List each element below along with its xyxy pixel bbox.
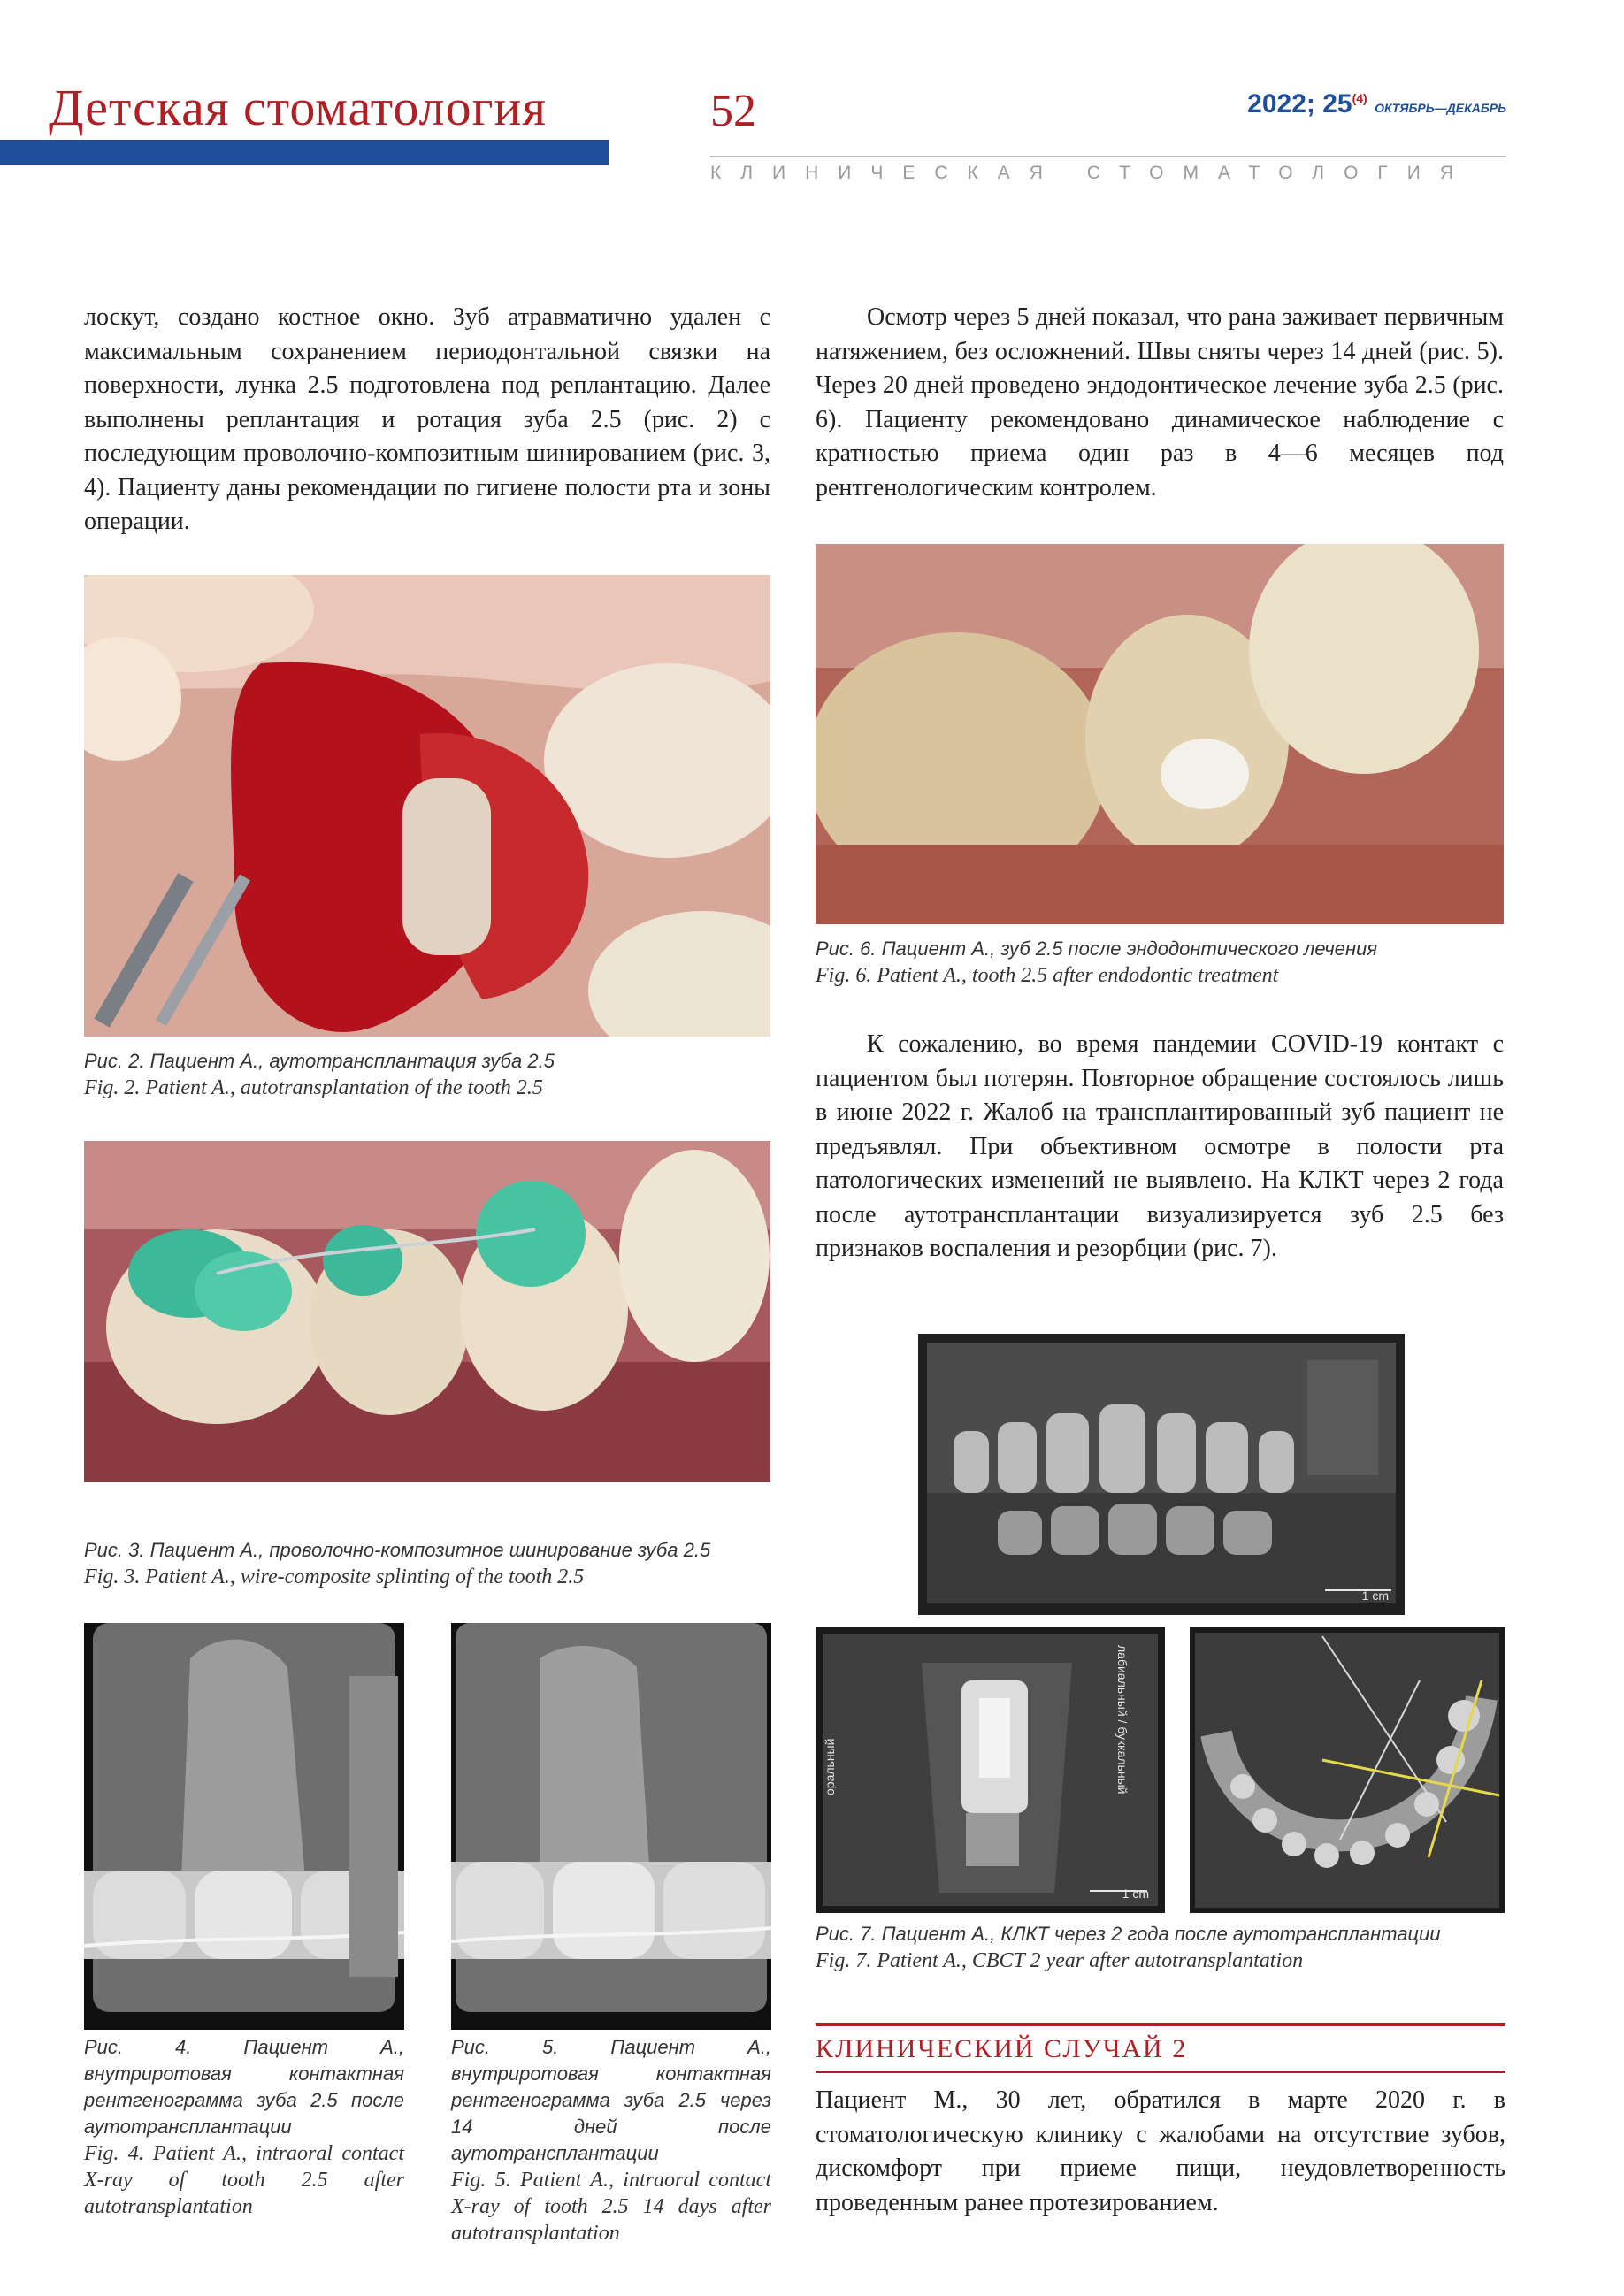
intro-paragraph: лоскут, создано костное окно. Зуб атравматично удален с максимальным сохранением периодонтальной связки на поверхности, лунка 2.5 подготовлена под реплантацию. Далее выполнены реплантация и ротация зуба 2.5 (рис. 2) с последующим проволочно-композитным шинированием (рис. 3, 4). Пациенту даны рекомендации по гигиене полости рта и зоны операции. [84,303,770,535]
journal-title-bar [0,140,609,165]
issue-months: ОКТЯБРЬ—ДЕКАБРЬ [1375,101,1506,115]
fig4-caption [84,2034,404,2220]
fig7-caption-en: Fig. 7. Patient A., CBCT 2 year after autotransplantation [816,1949,1304,1972]
fig4-caption-en: Fig. 4. Patient A., intraoral contact X-ray of tooth 2.5 after autotransplantation [84,2142,404,2218]
issue-year: 2022; [1247,89,1315,119]
fig7-cbct-panoramic [918,1334,1405,1615]
issue-info [1247,89,1506,119]
fig4-xray [84,1623,404,2030]
fig3-splinting-photo [84,1141,770,1482]
fig7-label-oral: оральный [823,1738,837,1795]
fig2-caption [84,1048,770,1101]
fig6-caption-en: Fig. 6. Patient A., tooth 2.5 after endodontic treatment [816,964,1279,987]
fig5-caption-ru: Рис. 5. Пациент А., внутриротовая контактная рентгенограмма зуба 2.5 через 14 дней после аутотрансплантации [451,2036,771,2164]
fig6-caption [816,936,1504,989]
page-number: 52 [710,86,756,136]
case-rule-top [816,2023,1505,2026]
header-rule [710,156,1506,157]
case-heading: КЛИНИЧЕСКИЙ СЛУЧАЙ 2 [816,2034,1188,2063]
fig3-caption [84,1537,770,1590]
fig7-caption-ru: Рис. 7. Пациент А., КЛКТ через 2 года после аутотрансплантации [816,1923,1441,1945]
issue-volume: 25 [1322,89,1352,119]
fig2-caption-ru: Рис. 2. Пациент А., аутотрансплантация зуба 2.5 [84,1050,555,1072]
fig7-scale-top: 1 cm [1361,1588,1389,1603]
fig3-caption-ru: Рис. 3. Пациент А., проволочно-композитное шинирование зуба 2.5 [84,1539,711,1561]
journal-title: Детская стоматология [49,79,548,136]
case-rule-bottom [816,2071,1505,2073]
paragraph-followup: Осмотр через 5 дней показал, что рана заживает первичным натяжением, без осложнений. Швы сняты через 14 дней (рис. 5). Через 20 дней проведено эндодонтическое лечение зуба 2.5 (рис. 6). Пациенту рекомендовано динамическое наблюдение с кратностью приема один раз в 4—6 месяцев под рентгенологическим контролем. [816,303,1504,501]
fig7-cbct-axial [1190,1627,1505,1913]
paragraph-case2: Пациент М., 30 лет, обратился в марте 2020 г. в стоматологическую клинику с жалобами на отсутствие зубов, дискомфорт при приеме пищи, неудовлетворенность проведенным ранее протезированием. [816,2086,1505,2216]
issue-number: (4) [1352,91,1367,105]
section-title: КЛИНИЧЕСКАЯ СТОМАТОЛОГИЯ [710,163,1474,183]
fig3-caption-en: Fig. 3. Patient A., wire-composite splinting of the tooth 2.5 [84,1565,585,1588]
fig7-label-labial: лабиальный / буккальный [1115,1645,1130,1795]
fig5-caption [451,2034,771,2246]
fig6-endodontic-photo [816,544,1504,924]
fig5-xray [451,1623,771,2030]
fig6-caption-ru: Рис. 6. Пациент А., зуб 2.5 после эндодонтического лечения [816,938,1378,960]
fig5-caption-en: Fig. 5. Patient A., intraoral contact X-ray of tooth 2.5 14 days after autotransplantation [451,2169,771,2245]
fig7-scale-bottom: 1 cm [1122,1887,1149,1901]
fig2-caption-en: Fig. 2. Patient A., autotransplantation of the tooth 2.5 [84,1076,543,1099]
fig7-cbct-sagittal [816,1627,1165,1913]
fig7-caption [816,1921,1504,1974]
paragraph-covid: К сожалению, во время пандемии COVID-19 контакт с пациентом был потерян. Повторное обращение состоялось лишь в июне 2022 г. Жалоб на трансплантированный зуб пациент не предъявлял. При объективном осмотре в полости рта патологических изменений не выявлено. На КЛКТ через 2 года после аутотрансплантации визуализируется зуб 2.5 без признаков воспаления и резорбции (рис. 7). [816,1030,1504,1262]
fig2-surgery-photo [84,575,770,1037]
fig4-caption-ru: Рис. 4. Пациент А., внутриротовая контактная рентгенограмма зуба 2.5 после аутотрансплантации [84,2036,404,2138]
